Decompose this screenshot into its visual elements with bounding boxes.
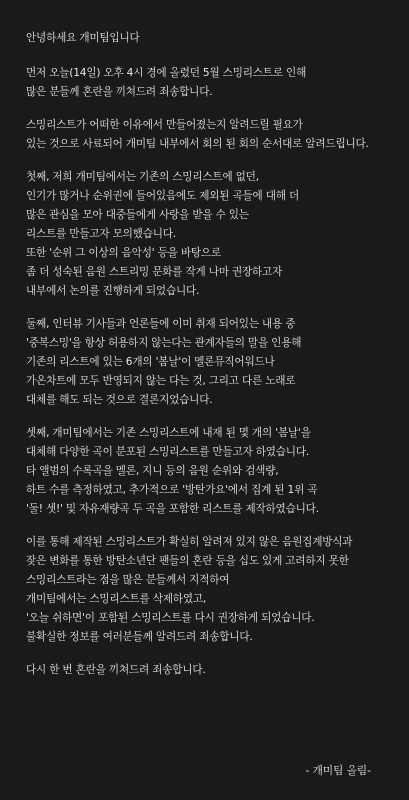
paragraph-line: 스밍리스트라는 점을 많은 분들께서 지적하여 <box>26 574 230 586</box>
paragraph-line: '중복스밍'을 항상 허용하지 않는다는 관계자들의 말을 인용해 <box>26 337 302 349</box>
paragraph-line: 먼저 오늘(14일) 오후 4시 경에 올렸던 5월 스밍리스트로 인해 <box>26 67 307 79</box>
paragraph-line: 불확실한 정보를 여러분들께 알려드려 죄송합니다. <box>26 631 253 643</box>
paragraph-line: 이를 통해 제작된 스밍리스트가 확실히 알려져 있지 않은 음원집계방식과 <box>26 536 353 548</box>
paragraph-line: 스밍리스트가 어떠한 이유에서 만들어졌는지 알려드릴 필요가 <box>26 119 303 131</box>
paragraph-line: 잦은 변화를 통한 방탄소년단 팬들의 혼란 등을 십도 있게 고려하지 못한 <box>26 555 349 567</box>
paragraph-line: 셋째, 개미팀에서는 기존 스밍리스트에 내재 된 몇 개의 '봄날'을 <box>26 427 311 439</box>
paragraph-7 <box>26 661 409 680</box>
signature-text: - 개미팀 올림- <box>305 765 371 777</box>
paragraph-line: 리스트를 만들고자 모의했습니다. <box>26 228 176 240</box>
paragraph-line: '오늘 쉬하면'이 포함된 스밍리스트를 다시 권장하게 되었습니다. <box>26 612 315 624</box>
paragraph-6 <box>26 533 409 647</box>
paragraph-4 <box>26 315 409 410</box>
paragraph-line: 둘째, 인터뷰 기사들과 언론들에 이미 취재 되어있는 내용 중 <box>26 318 296 330</box>
paragraph-line: 기존의 리스트에 있는 6개의 '봄날'이 멜론뮤직어워드나 <box>26 356 275 368</box>
paragraph-line: '둘! 셋!' 및 자유재량곡 두 곡을 포함한 리스트를 제작하였습니다. <box>26 503 319 515</box>
greeting-text: 안녕하세요 개미팀입니다 <box>26 32 140 44</box>
paragraph-line: 가온차트에 모두 반영되지 않는 다는 것, 그리고 다른 노래로 <box>26 375 296 387</box>
paragraph-line: 인기가 많거나 순위권에 들어있음에도 제외된 곡들에 대해 더 <box>26 190 300 202</box>
paragraph-line: 내부에서 논의를 진행하게 되었습니다. <box>26 285 200 297</box>
paragraph-1 <box>26 64 409 102</box>
paragraph-2 <box>26 116 409 154</box>
paragraph-line: 다시 한 번 혼란을 끼쳐드려 죄송합니다. <box>26 664 206 676</box>
paragraph-line: 하트 수를 측정하였고, 추가적으로 '방탄가요'에서 집계 된 1위 곡 <box>26 484 318 496</box>
paragraph-line: 좀 더 성숙된 음원 스트리밍 문화를 작게 나마 권장하고자 <box>26 266 283 278</box>
paragraph-line: 대체를 해도 되는 것으로 결론지었습니다. <box>26 394 213 406</box>
paragraph-line: 타 앨범의 수록곡을 멜론, 지니 등의 음원 순위와 검색량, <box>26 465 279 477</box>
paragraph-line: 개미팀에서는 스밍리스트를 삭제하였고, <box>26 593 207 605</box>
paragraph-line: 많은 관심을 모아 대중들에게 사랑을 받을 수 있는 <box>26 209 249 221</box>
paragraph-3 <box>26 168 409 301</box>
paragraph-5 <box>26 424 409 519</box>
paragraph-line: 대체해 다양한 곡이 분포된 스밍리스트를 만들고자 하였습니다. <box>26 446 310 458</box>
paragraph-line: 또한 '순위 그 이상의 음악성' 등을 바탕으로 <box>26 247 221 259</box>
paragraph-line: 있는 것으로 사료되어 개미팀 내부에서 회의 된 회의 순서대로 알려드립니다. <box>26 138 369 150</box>
paragraph-line: 첫째, 저희 개미팀에서는 기존의 스밍리스트에 없던, <box>26 171 259 183</box>
paragraph-line: 많은 분들께 혼란을 끼쳐드려 죄송합니다. <box>26 86 213 98</box>
